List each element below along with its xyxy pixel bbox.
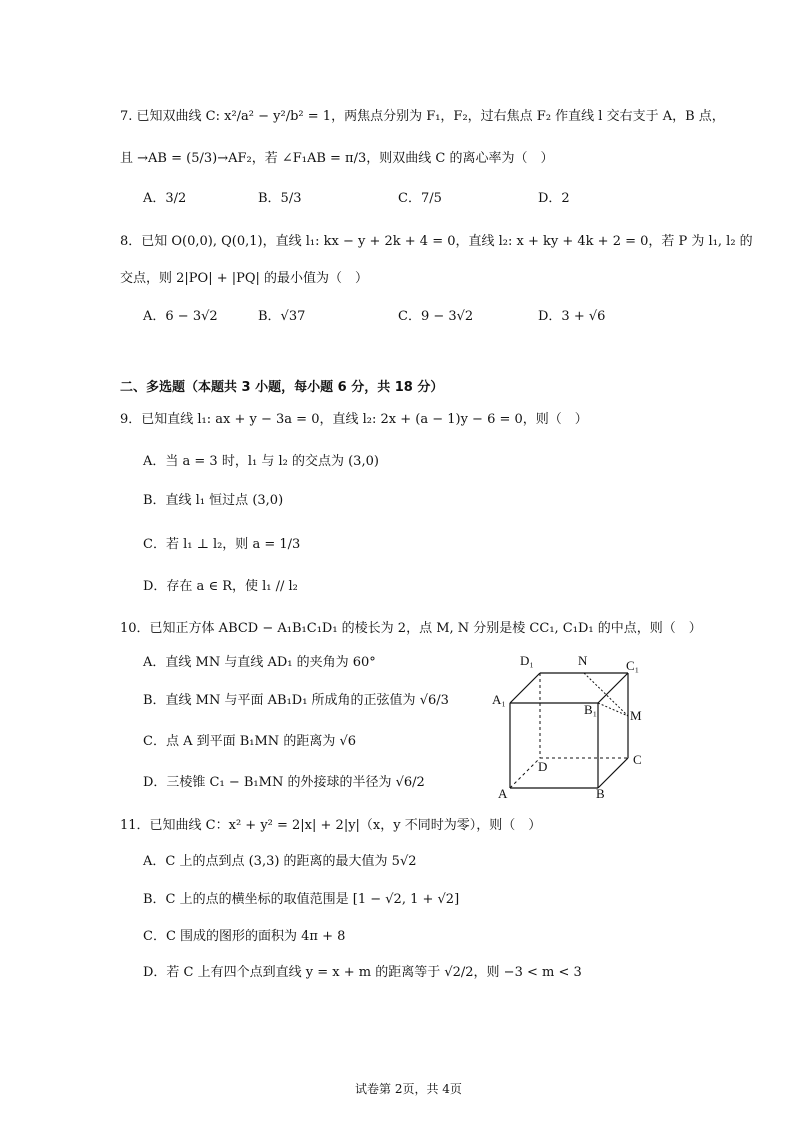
label-d: D [538,759,548,774]
q8-option-d: D．3 + √6 [538,309,606,324]
q9-option-a: A．当 a = 3 时，l₁ 与 l₂ 的交点为 (3,0) [143,454,379,469]
label-m: M [630,708,642,723]
q10-stem: 10．已知正方体 ABCD − A₁B₁C₁D₁ 的棱长为 2，点 M, N 分别是棱 CC₁, C₁D₁ 的中点，则（ ） [120,621,702,636]
q11-option-b: B．C 上的点的横坐标的取值范围是 [1 − √2, 1 + √2] [143,892,460,907]
label-d1: D₁ [520,653,534,668]
label-n: N [578,653,588,668]
segment-b1m [598,703,628,716]
label-b1: B₁ [584,702,598,717]
q9-option-d: D．存在 a ∈ R，使 l₁ // l₂ [143,579,298,594]
q9-option-b: B．直线 l₁ 恒过点 (3,0) [143,493,284,508]
label-c: C [633,752,642,767]
page-footer: 试卷第 2页，共 4页 [355,1082,462,1096]
q7-option-b: B．5/3 [258,191,302,206]
q9-stem: 9．已知直线 l₁: ax + y − 3a = 0，直线 l₂: 2x + (a − 1)y − 6 = 0，则（ ） [120,412,588,427]
q8-stem-line1: 8．已知 O(0,0), Q(0,1)，直线 l₁: kx − y + 2k + 4 = 0，直线 l₂: x + ky + 4k + 2 = 0，若 P 为 l₁, l₂ 的 [120,234,753,249]
q8-option-c: C．9 − 3√2 [398,309,474,324]
q11-option-c: C．C 围成的图形的面积为 4π + 8 [143,929,346,944]
edge-a1d1 [510,673,540,703]
q7-option-d: D．2 [538,191,570,206]
edge-ad-hidden [510,758,540,788]
q11-stem: 11．已知曲线 C：x² + y² = 2|x| + 2|y|（x，y 不同时为零），则（ ） [120,818,542,833]
edge-b1c1 [598,673,628,703]
q7-stem-line2: 且 →AB = (5/3)→AF₂，若 ∠F₁AB = π/3，则双曲线 C 的离心率为（ ） [120,151,554,166]
label-a1: A₁ [492,692,506,707]
q7-stem-line1: 7. 已知双曲线 C: x²/a² − y²/b² = 1，两焦点分别为 F₁，F₂，过右焦点 F₂ 作直线 l 交右支于 A，B 点， [120,109,725,124]
q7-option-a: A．3/2 [143,191,187,206]
q11-option-d: D．若 C 上有四个点到直线 y = x + m 的距离等于 √2/2，则 −3 < m < 3 [143,965,582,980]
q8-option-b: B．√37 [258,309,306,324]
q10-option-c: C．点 A 到平面 B₁MN 的距离为 √6 [143,734,357,749]
cube-figure [488,650,658,800]
q10-option-a: A．直线 MN 与直线 AD₁ 的夹角为 60° [143,655,376,670]
q9-option-c: C．若 l₁ ⊥ l₂，则 a = 1/3 [143,537,301,552]
edge-bc [598,758,628,788]
label-a: A [498,786,508,800]
label-c1: C₁ [626,658,640,673]
q10-option-b: B．直线 MN 与平面 AB₁D₁ 所成角的正弦值为 √6/3 [143,693,449,708]
label-b: B [596,786,605,800]
q8-stem-line2: 交点，则 2|PO| + |PQ| 的最小值为（ ） [120,271,369,286]
q8-option-a: A．6 − 3√2 [143,309,218,324]
q10-option-d: D．三棱锥 C₁ − B₁MN 的外接球的半径为 √6/2 [143,775,425,790]
section-heading: 二、多选题（本题共 3 小题，每小题 6 分，共 18 分） [120,380,444,395]
q7-option-c: C．7/5 [398,191,442,206]
q11-option-a: A．C 上的点到点 (3,3) 的距离的最大值为 5√2 [143,854,417,869]
